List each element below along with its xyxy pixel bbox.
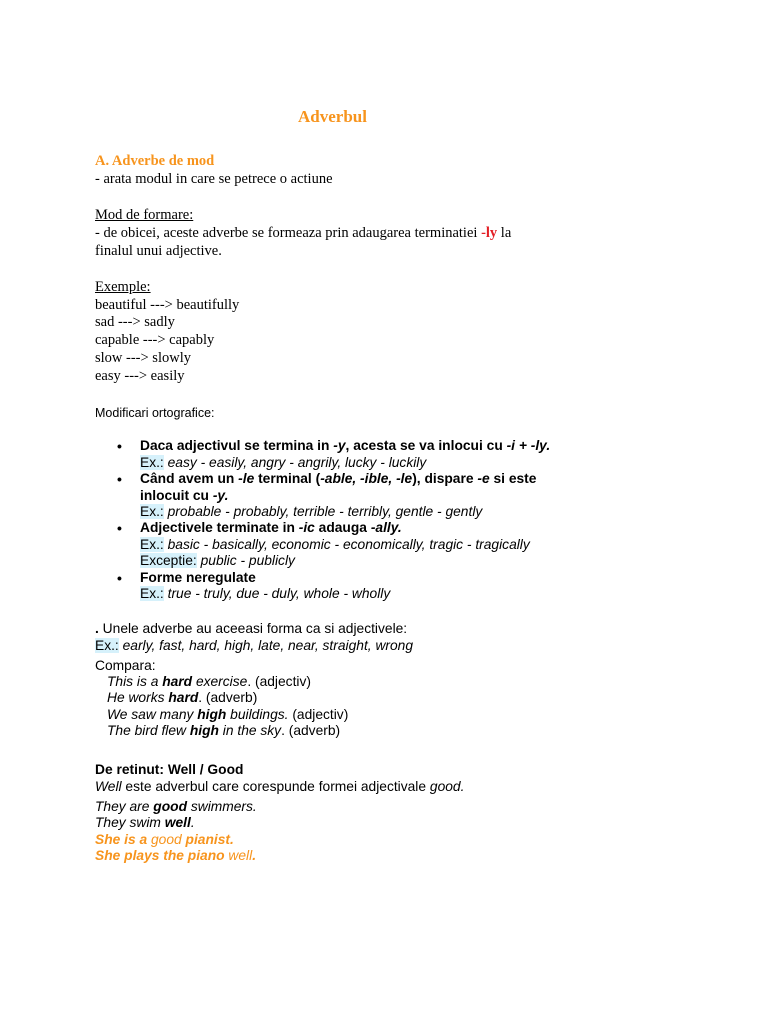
rule-example: Ex.: basic - basically, economic - economically, tragic - tragically	[140, 537, 530, 552]
rule-text-continued: inlocuit cu -y.	[140, 488, 229, 503]
example-item: beautiful ---> beautifully	[95, 297, 240, 313]
section-heading: A. Adverbe de mod	[95, 153, 215, 169]
rule-example: Ex.: probable - probably, terrible - terribly, gentle - gently	[140, 504, 483, 519]
page-title: Adverbul	[298, 107, 367, 126]
formation-heading: Mod de formare:	[95, 207, 194, 223]
example-item: sad ---> sadly	[95, 314, 175, 330]
rule-text: Când avem un -le terminal (-able, -ible, -le), dispare -e si este	[140, 471, 537, 486]
example-item: easy ---> easily	[95, 368, 185, 384]
example-item: slow ---> slowly	[95, 350, 191, 366]
example-item: capable ---> capably	[95, 332, 215, 348]
rule-text: Adjectivele terminate in -ic adauga -ally.	[140, 520, 402, 535]
bullet-dot: •	[117, 471, 122, 487]
compare-sentence: We saw many high buildings. (adjectiv)	[107, 707, 349, 722]
rule-text: Daca adjectivul se termina in -y, acesta se va inlocui cu -i + -ly.	[140, 438, 551, 453]
remember-sentence: They swim well.	[95, 815, 195, 830]
compare-sentence: The bird flew high in the sky. (adverb)	[107, 723, 341, 738]
section-description: - arata modul in care se petrece o actiune	[95, 171, 333, 187]
remember-sentence: They are good swimmers.	[95, 799, 257, 814]
bullet-dot: •	[117, 520, 122, 536]
bullet-dot: •	[117, 438, 122, 454]
compare-sentence: He works hard. (adverb)	[107, 690, 258, 705]
remember-description: Well este adverbul care corespunde formei adjectivale good.	[95, 779, 465, 794]
compare-sentence: This is a hard exercise. (adjectiv)	[107, 674, 311, 689]
rule-example: Ex.: easy - easily, angry - angrily, lucky - luckily	[140, 455, 427, 470]
remember-sentence-highlight: She plays the piano well.	[95, 848, 257, 863]
rule-exception: Exceptie: public - publicly	[140, 553, 295, 568]
suffix-highlight: -ly	[481, 225, 498, 241]
same-form-example: Ex.: early, fast, hard, high, late, near, straight, wrong	[95, 638, 414, 653]
rule-example: Ex.: true - truly, due - duly, whole - wholly	[140, 586, 391, 601]
rule-text: Forme neregulate	[140, 570, 256, 585]
bullet-dot: •	[117, 570, 122, 586]
formation-line-2: finalul unui adjective.	[95, 243, 222, 259]
examples-heading: Exemple:	[95, 279, 151, 295]
formation-line-1: - de obicei, aceste adverbe se formeaza prin adaugarea terminatiei -ly la	[95, 225, 512, 241]
spelling-heading: Modificari ortografice:	[95, 406, 215, 420]
remember-sentence-highlight: She is a good pianist.	[95, 832, 234, 847]
same-form-text: . Unele adverbe au aceeasi forma ca si adjectivele:	[95, 621, 408, 636]
compare-heading: Compara:	[95, 658, 156, 673]
remember-heading: De retinut: Well / Good	[95, 762, 244, 777]
